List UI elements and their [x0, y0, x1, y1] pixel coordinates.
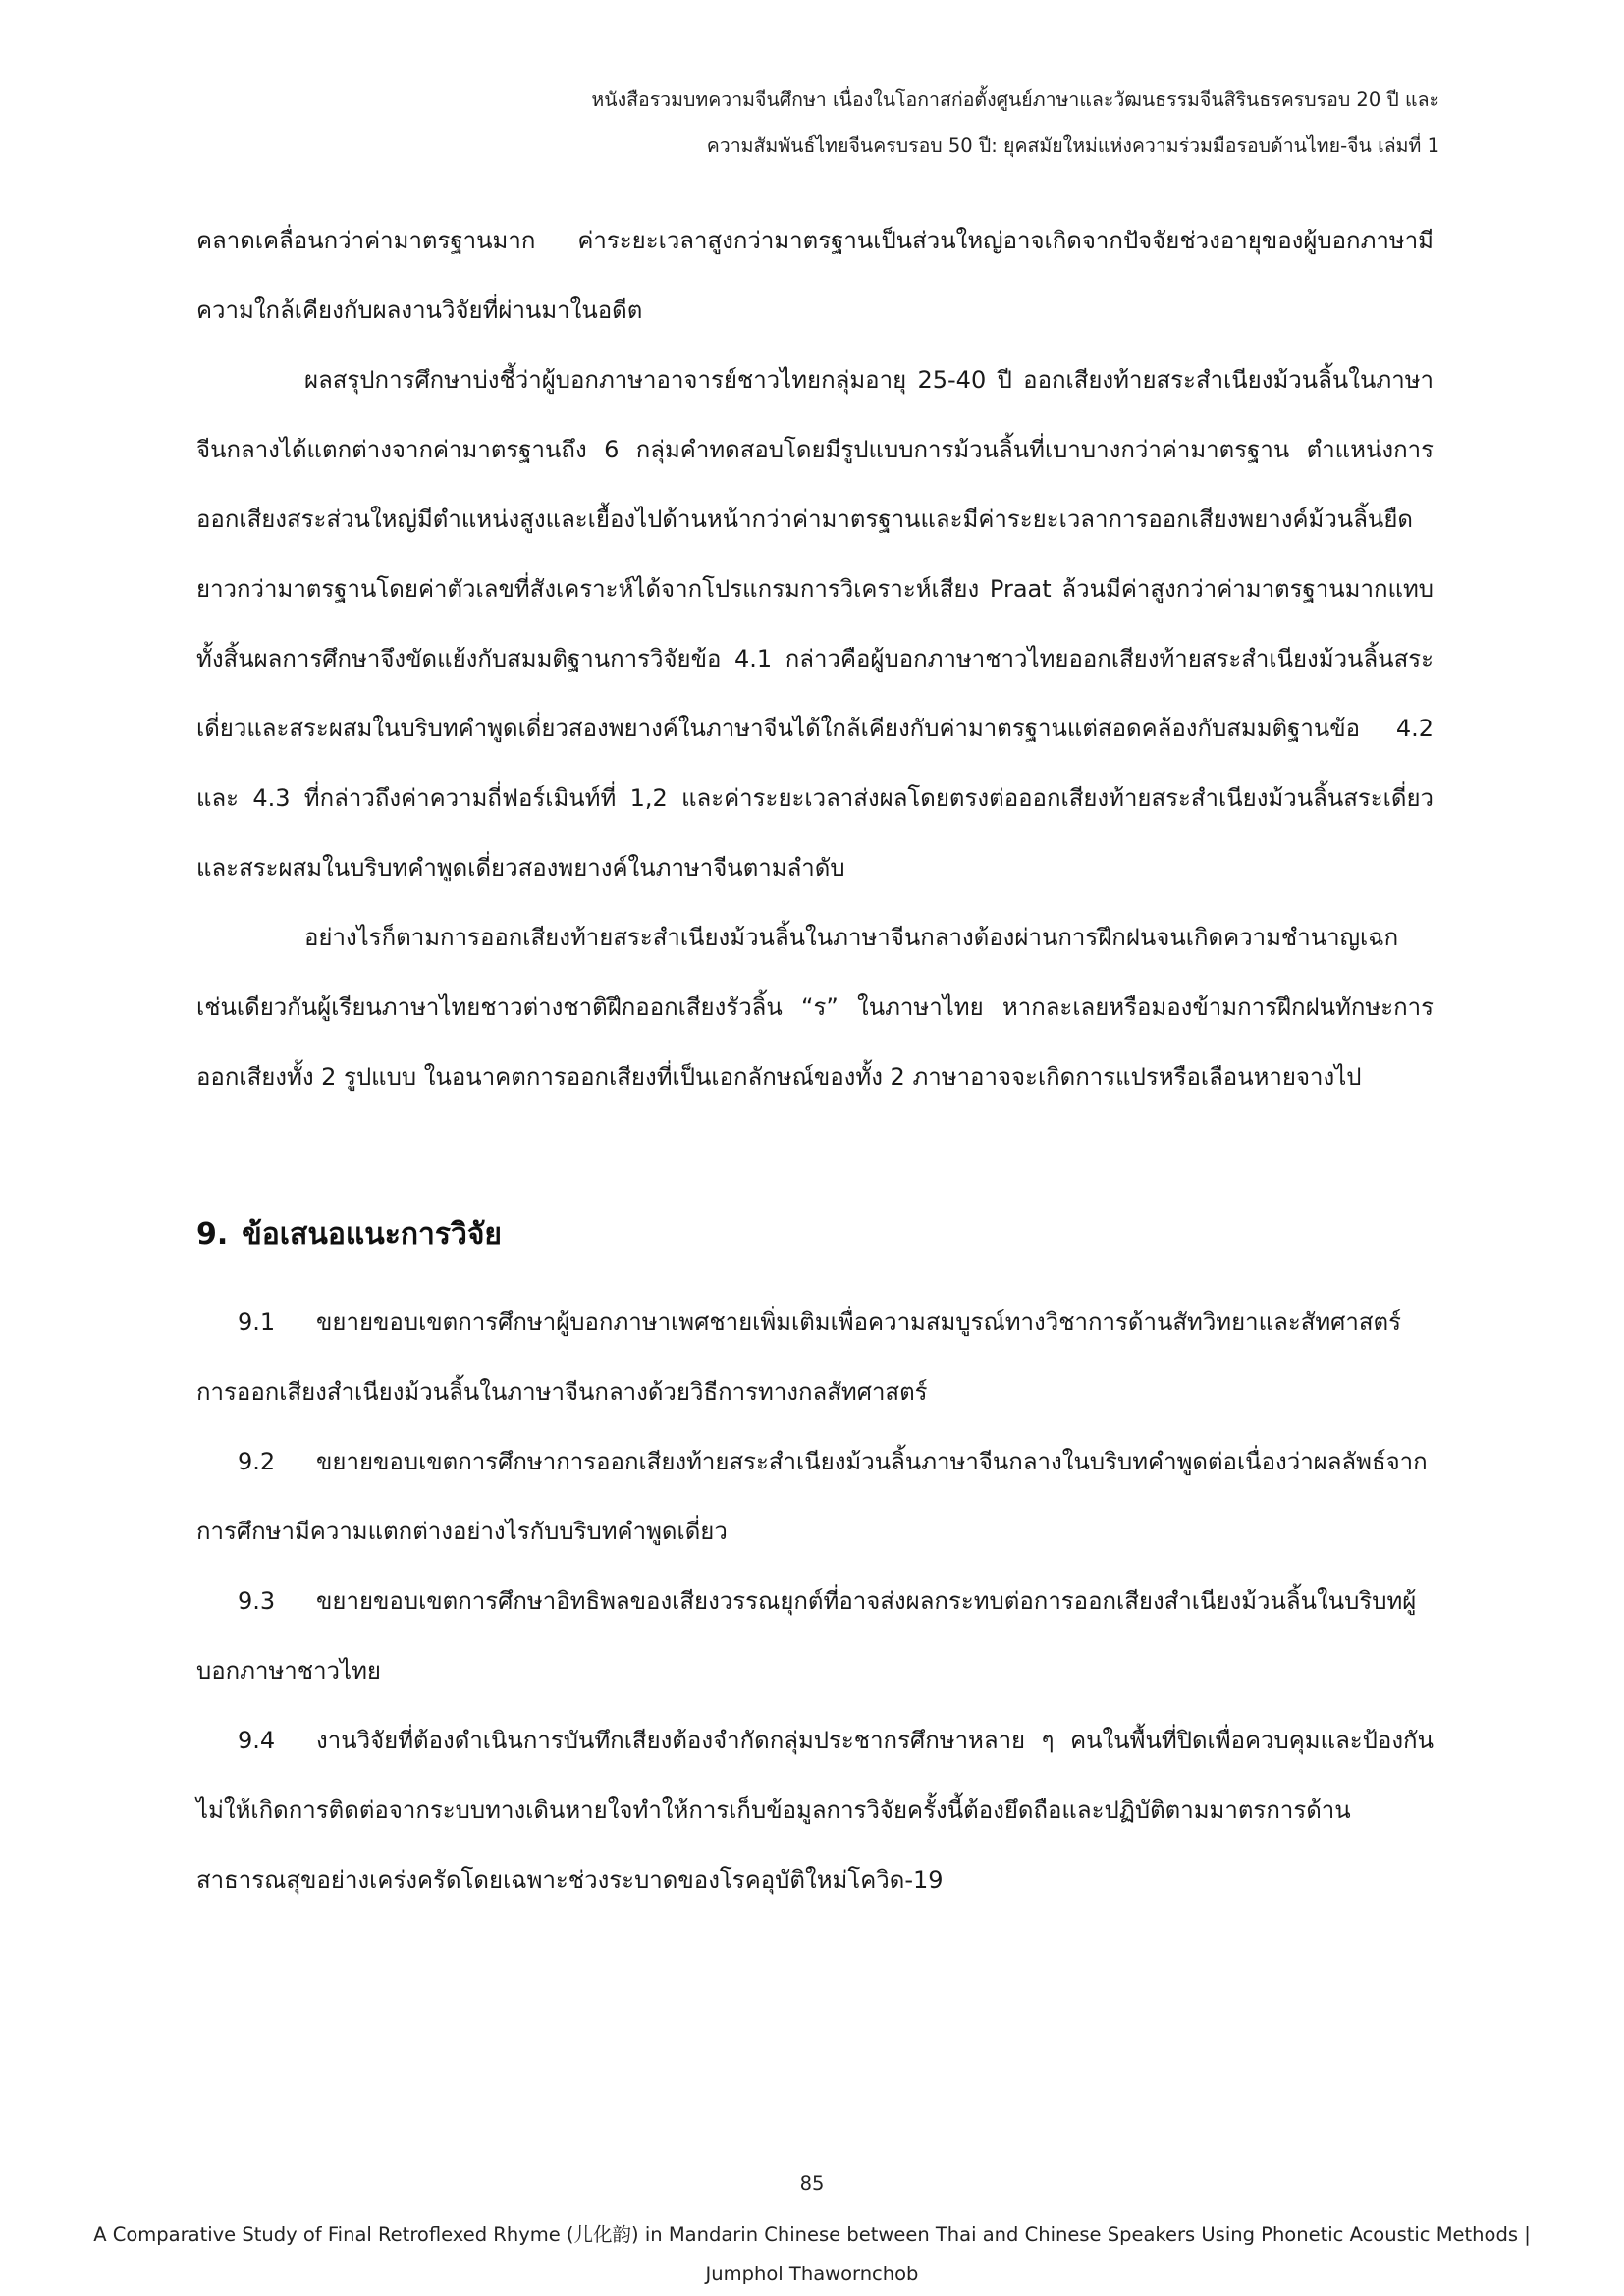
recommendation-number: 9.1: [238, 1308, 276, 1336]
recommendation-number: 9.4: [238, 1727, 276, 1754]
recommendation-text: ขยายขอบเขตการศึกษาผู้บอกภาษาเพศชายเพิ่มเติมเพื่อความสมบูรณ์ทางวิชาการด้านสัทวิทยาและสัทศาสตร์การออกเสียงสำเนียงม้วนลิ้นในภาษาจีนกลางด้วยวิธีการทางกลสัทศาสตร์: [196, 1308, 1402, 1406]
running-header: [359, 77, 1439, 169]
section-number: 9.: [196, 1217, 229, 1252]
recommendation-text: ขยายขอบเขตการศึกษาการออกเสียงท้ายสระสำเนียงม้วนลิ้นภาษาจีนกลางในบริบทคำพูดต่อเนื่องว่าผลลัพธ์จากการศึกษามีความแตกต่างอย่างไรกับบริบทคำพูดเดี่ยว: [196, 1448, 1428, 1545]
recommendation-number: 9.3: [238, 1587, 276, 1615]
paragraph-practice-note: อย่างไรก็ตามการออกเสียงท้ายสระสำเนียงม้วนลิ้นในภาษาจีนกลางต้องผ่านการฝึกฝนจนเกิดความชำนาญเฉกเช่นเดียวกันผู้เรียนภาษาไทยชาวต่างชาติฝึกออกเสียงรัวลิ้น “ร” ในภาษาไทย หากละเลยหรือมองข้ามการฝึกฝนทักษะการออกเสียงทั้ง 2 รูปแบบ ในอนาคตการออกเสียงที่เป็นเอกลักษณ์ของทั้ง 2 ภาษาอาจจะเกิดการแปรหรือเลือนหายจางไป: [196, 924, 1434, 1091]
recommendation-item: [196, 1427, 1434, 1567]
section-heading: [196, 1215, 502, 1255]
running-footer-title: A Comparative Study of Final Retroflexed Rhyme (儿化韵) in Mandarin Chinese between Thai and Chinese Speakers Using Phonetic Acoustic Methods |: [93, 2223, 1531, 2246]
recommendation-number: 9.2: [238, 1448, 276, 1475]
recommendation-item: [196, 1288, 1434, 1427]
running-footer: [39, 2216, 1585, 2294]
paragraph-conclusion-summary: ผลสรุปการศึกษาบ่งชี้ว่าผู้บอกภาษาอาจารย์ชาวไทยกลุ่มอายุ 25-40 ปี ออกเสียงท้ายสระสำเนียงม้วนลิ้นในภาษาจีนกลางได้แตกต่างจากค่ามาตรฐานถึง 6 กลุ่มคำทดสอบโดยมีรูปแบบการม้วนลิ้นที่เบาบางกว่าค่ามาตรฐาน ตำแหน่งการออกเสียงสระส่วนใหญ่มีตำแหน่งสูงและเยื้องไปด้านหน้ากว่าค่ามาตรฐานและมีค่าระยะเวลาการออกเสียงพยางค์ม้วนลิ้นยืดยาวกว่ามาตรฐานโดยค่าตัวเลขที่สังเคราะห์ได้จากโปรแกรมการวิเคราะห์เสียง Praat ล้วนมีค่าสูงกว่าค่ามาตรฐานมากแทบทั้งสิ้นผลการศึกษาจึงขัดแย้งกับสมมติฐานการวิจัยข้อ 4.1 กล่าวคือผู้บอกภาษาชาวไทยออกเสียงท้ายสระสำเนียงม้วนลิ้นสระเดี่ยวและสระผสมในบริบทคำพูดเดี่ยวสองพยางค์ในภาษาจีนได้ใกล้เคียงกับค่ามาตรฐานแต่สอดคล้องกับสมมติฐานข้อ 4.2 และ 4.3 ที่กล่าวถึงค่าความถี่ฟอร์เมินท์ที่ 1,2 และค่าระยะเวลาส่งผลโดยตรงต่อออกเสียงท้ายสระสำเนียงม้วนลิ้นสระเดี่ยวและสระผสมในบริบทคำพูดเดี่ยวสองพยางค์ในภาษาจีนตามลำดับ: [196, 366, 1434, 881]
running-footer-author: Jumphol Thawornchob: [705, 2263, 919, 2285]
recommendation-item: [196, 1706, 1434, 1915]
page-number: 85: [799, 2172, 825, 2195]
running-header-line-1: หนังสือรวมบทความจีนศึกษา เนื่องในโอกาสก่อตั้งศูนย์ภาษาและวัฒนธรรมจีนสิรินธรครบรอบ 20 ปี และ: [591, 88, 1439, 111]
running-header-line-2: ความสัมพันธ์ไทยจีนครบรอบ 50 ปี: ยุคสมัยใหม่แห่งความร่วมมือรอบด้านไทย-จีน เล่มที่ 1: [706, 134, 1439, 157]
recommendation-item: [196, 1567, 1434, 1706]
body-text: [196, 206, 1434, 1112]
recommendation-text: ขยายขอบเขตการศึกษาอิทธิพลของเสียงวรรณยุกต์ที่อาจส่งผลกระทบต่อการออกเสียงสำเนียงม้วนลิ้นในบริบทผู้บอกภาษาชาวไทย: [196, 1587, 1417, 1684]
section-title: ข้อเสนอแนะการวิจัย: [242, 1217, 502, 1252]
recommendation-text: งานวิจัยที่ต้องดำเนินการบันทึกเสียงต้องจำกัดกลุ่มประชากรศึกษาหลาย ๆ คนในพื้นที่ปิดเพื่อควบคุมและป้องกันไม่ให้เกิดการติดต่อจากระบบทางเดินหายใจทำให้การเก็บข้อมูลการวิจัยครั้งนี้ต้องยึดถือและปฏิบัติตามมาตรการด้านสาธารณสุขอย่างเคร่งครัดโดยเฉพาะช่วงระบาดของโรคอุบัติใหม่โควิด-19: [196, 1727, 1434, 1894]
recommendations-list: [196, 1288, 1434, 1915]
paragraph-continuation: คลาดเคลื่อนกว่าค่ามาตรฐานมาก ค่าระยะเวลาสูงกว่ามาตรฐานเป็นส่วนใหญ่อาจเกิดจากปัจจัยช่วงอายุของผู้บอกภาษามีความใกล้เคียงกับผลงานวิจัยที่ผ่านมาในอดีต: [196, 227, 1434, 324]
